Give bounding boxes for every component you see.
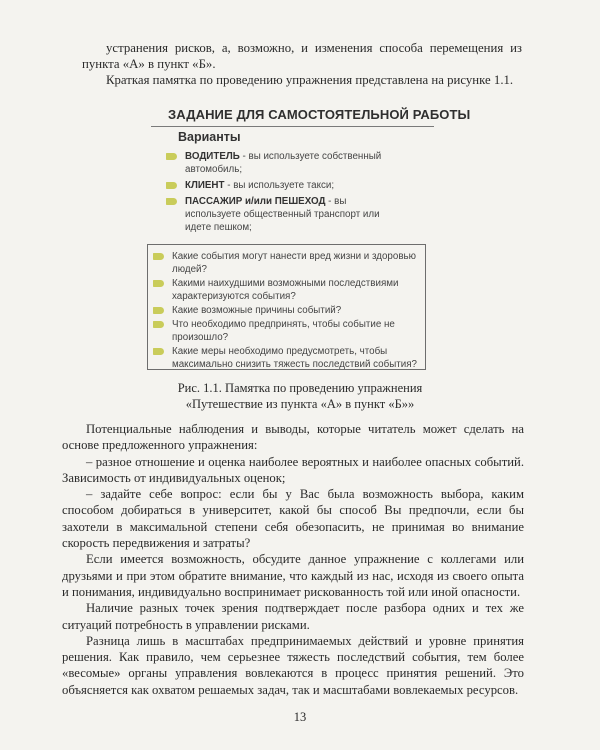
variants-list [165,150,400,237]
bullet-marker-icon [153,307,164,314]
variant-desc: - вы используете общественный транспорт или идете пешком; [185,196,380,233]
body-paragraph: Наличие разных точек зрения подтверждает после разбора одних и тех же ситуаций потребность в управлении рисками. [62,601,524,632]
body-paragraph: – разное отношение и оценка наиболее вероятных и наиболее опасных событий. Зависимость от индивидуальных оценок; [62,454,524,485]
body-paragraph: Разница лишь в масштабах предпринимаемых действий и уровне принятия решения. Как правило, чем серьезнее тяжесть последствий события, тем более «весомые» органы управления вовлекаются в процесс принятия решений. Это объясняется как охватом решаемых задач, так и масштабами вовлекаемых ресурсов. [62,633,524,697]
bullet-marker-icon [153,348,164,355]
variant-term: ВОДИТЕЛЬ [185,151,240,162]
question-text: Какие события могут нанести вред жизни и здоровью людей? [172,251,416,275]
variant-desc: - вы используете такси; [224,180,335,191]
variant-desc: - вы используете собственный автомобиль; [185,151,382,175]
question-text: Какие меры необходимо предусмотреть, чтобы максимально снизить тяжесть последствий события? [172,346,417,370]
variant-item [165,150,400,176]
variant-term: КЛИЕНТ [185,180,225,191]
variant-term: ПАССАЖИР и/или ПЕШЕХОД [185,196,326,207]
question-item [152,318,427,344]
figure-caption [150,380,450,412]
figure-task-title: ЗАДАНИЕ ДЛЯ САМОСТОЯТЕЛЬНОЙ РАБОТЫ [168,107,471,122]
intro-paragraph [82,40,522,88]
bullet-marker-icon [166,198,177,205]
body-paragraph: Потенциальные наблюдения и выводы, которые читатель может сделать на основе предложенного упражнения: [62,422,524,453]
bullet-marker-icon [153,253,164,260]
figure-caption-line: Рис. 1.1. Памятка по проведению упражнения [177,381,423,395]
figure-caption-line: «Путешествие из пункта «А» в пункт «Б»» [185,397,415,411]
figure-title-divider [151,126,434,127]
question-text: Какими наихудшими возможными последствиями характеризуются события? [172,278,399,302]
questions-list [152,250,427,372]
bullet-marker-icon [166,153,177,160]
question-item [152,345,427,371]
question-text: Какие возможные причины событий? [172,305,342,316]
bullet-marker-icon [166,182,177,189]
page-number: 13 [293,710,307,724]
question-item [152,250,427,276]
bullet-marker-icon [153,280,164,287]
body-paragraph: – задайте себе вопрос: если бы у Вас была возможность выбора, каким способом добираться в университет, какой бы способ Вы предпочли, если бы захотели в максимальной степени себя обезопасить, не принимая во внимание скорость передвижения и затраты? [62,487,524,551]
question-item [152,277,427,303]
body-paragraph: Если имеется возможность, обсудите данное упражнение с коллегами или друзьями и при этом обратите внимание, что каждый из нас, исходя из своего опыта и понимания, индивидуально воспринимает рискованность той или иной опасности. [62,552,524,599]
question-item [152,304,427,317]
variants-heading: Варианты [178,130,241,144]
variant-item [165,195,400,234]
intro-text: устранения рисков, а, возможно, и изменения способа перемещения из пункта «А» в пункт «Б». [82,41,522,71]
body-text [62,421,524,698]
intro-figure-reference: Краткая памятка по проведению упражнения представлена на рисунке 1.1. [106,73,514,87]
variant-item [165,179,400,192]
bullet-marker-icon [153,321,164,328]
question-text: Что необходимо предпринять, чтобы событие не произошло? [172,319,395,343]
